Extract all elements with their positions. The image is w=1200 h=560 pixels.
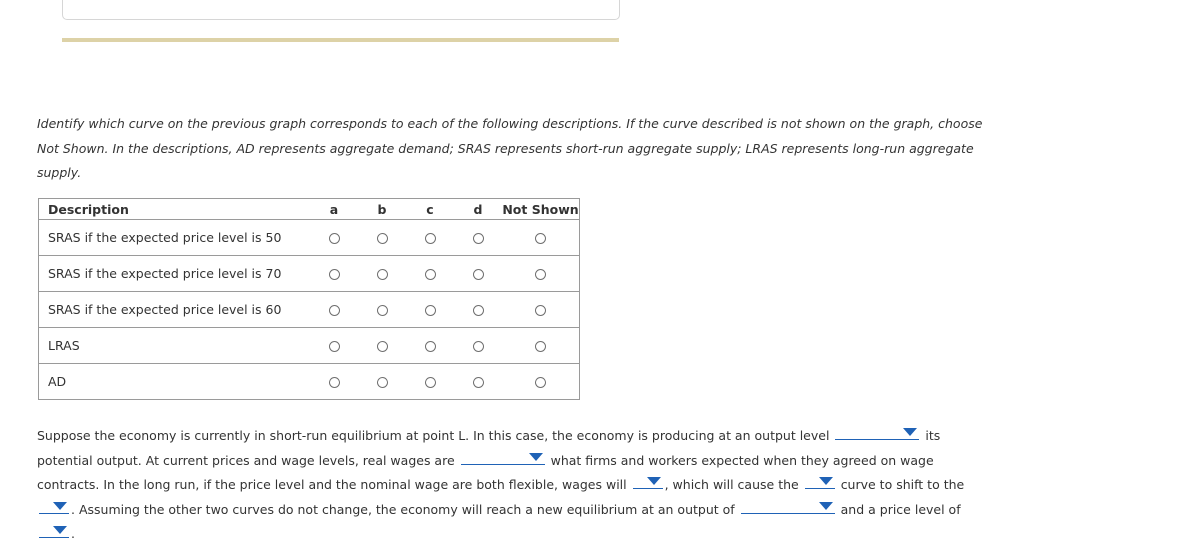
- new-output-dropdown[interactable]: [741, 499, 835, 514]
- radio-not-shown[interactable]: [535, 377, 546, 388]
- table-row: [39, 328, 580, 364]
- radio-a[interactable]: [329, 377, 340, 388]
- chevron-down-icon: [53, 502, 67, 510]
- divider-bar: [62, 38, 619, 42]
- radio-not-shown[interactable]: [535, 341, 546, 352]
- radio-d[interactable]: [473, 269, 484, 280]
- radio-c[interactable]: [425, 341, 436, 352]
- para-text-6: . Assuming the other two curves do not change, the economy will reach a new equilibrium at an output of: [71, 501, 735, 517]
- radio-c[interactable]: [425, 269, 436, 280]
- real-wages-dropdown[interactable]: [461, 450, 545, 465]
- row-label: SRAS if the expected price level is 60: [39, 292, 311, 328]
- curve-matching-table: [38, 198, 580, 400]
- table-row: [39, 220, 580, 256]
- radio-not-shown[interactable]: [535, 305, 546, 316]
- fill-in-paragraph: [37, 424, 977, 547]
- para-text-2: its potential output. At current prices and wage levels, real wages are: [37, 428, 941, 468]
- row-label: LRAS: [39, 328, 311, 364]
- radio-b[interactable]: [377, 377, 388, 388]
- header-c: c: [406, 199, 454, 220]
- para-text-5: curve to shift to the: [840, 477, 965, 493]
- radio-b[interactable]: [377, 305, 388, 316]
- radio-not-shown[interactable]: [535, 269, 546, 280]
- radio-a[interactable]: [329, 341, 340, 352]
- radio-d[interactable]: [473, 377, 484, 388]
- para-text-8: .: [71, 526, 75, 542]
- chevron-down-icon: [819, 477, 833, 485]
- answer-box: [62, 0, 620, 20]
- radio-c[interactable]: [425, 233, 436, 244]
- chevron-down-icon: [529, 453, 543, 461]
- para-text-7: and a price level of: [840, 501, 961, 517]
- radio-b[interactable]: [377, 233, 388, 244]
- price-level-dropdown[interactable]: [39, 523, 69, 538]
- para-text-3: what firms and workers expected when they agreed on wage contracts. In the long run, if the price level and the nominal wage are both flexible, wages will: [37, 452, 934, 493]
- table-row: [39, 256, 580, 292]
- radio-b[interactable]: [377, 269, 388, 280]
- row-label: SRAS if the expected price level is 70: [39, 256, 311, 292]
- header-a: a: [310, 199, 358, 220]
- header-b: b: [358, 199, 406, 220]
- table-row: [39, 292, 580, 328]
- radio-c[interactable]: [425, 305, 436, 316]
- radio-d[interactable]: [473, 341, 484, 352]
- row-label: SRAS if the expected price level is 50: [39, 220, 311, 256]
- table-header-row: [39, 199, 580, 220]
- radio-d[interactable]: [473, 305, 484, 316]
- chevron-down-icon: [819, 502, 833, 510]
- shift-direction-dropdown[interactable]: [39, 499, 69, 514]
- output-level-dropdown[interactable]: [835, 425, 919, 440]
- para-text-4: , which will cause the: [664, 477, 799, 493]
- radio-b[interactable]: [377, 341, 388, 352]
- chevron-down-icon: [647, 477, 661, 485]
- radio-a[interactable]: [329, 305, 340, 316]
- header-d: d: [454, 199, 502, 220]
- header-not-shown: Not Shown: [502, 199, 580, 220]
- table-row: [39, 364, 580, 400]
- row-label: AD: [39, 364, 311, 400]
- para-text-1: Suppose the economy is currently in short-run equilibrium at point L. In this case, the economy is producing at an output level: [37, 428, 830, 443]
- curve-dropdown[interactable]: [805, 474, 835, 489]
- chevron-down-icon: [903, 428, 917, 436]
- header-description: Description: [39, 199, 311, 220]
- radio-c[interactable]: [425, 377, 436, 388]
- radio-a[interactable]: [329, 233, 340, 244]
- radio-a[interactable]: [329, 269, 340, 280]
- radio-d[interactable]: [473, 233, 484, 244]
- chevron-down-icon: [53, 526, 67, 534]
- radio-not-shown[interactable]: [535, 233, 546, 244]
- instructions-text: Identify which curve on the previous graph corresponds to each of the following descriptions. If the curve described is not shown on the graph, choose Not Shown. In the descriptions, AD represents aggregate demand; SRAS represents short-run aggregate supply; LRAS represents long-run aggregate supply.: [37, 116, 983, 180]
- wages-direction-dropdown[interactable]: [633, 474, 663, 489]
